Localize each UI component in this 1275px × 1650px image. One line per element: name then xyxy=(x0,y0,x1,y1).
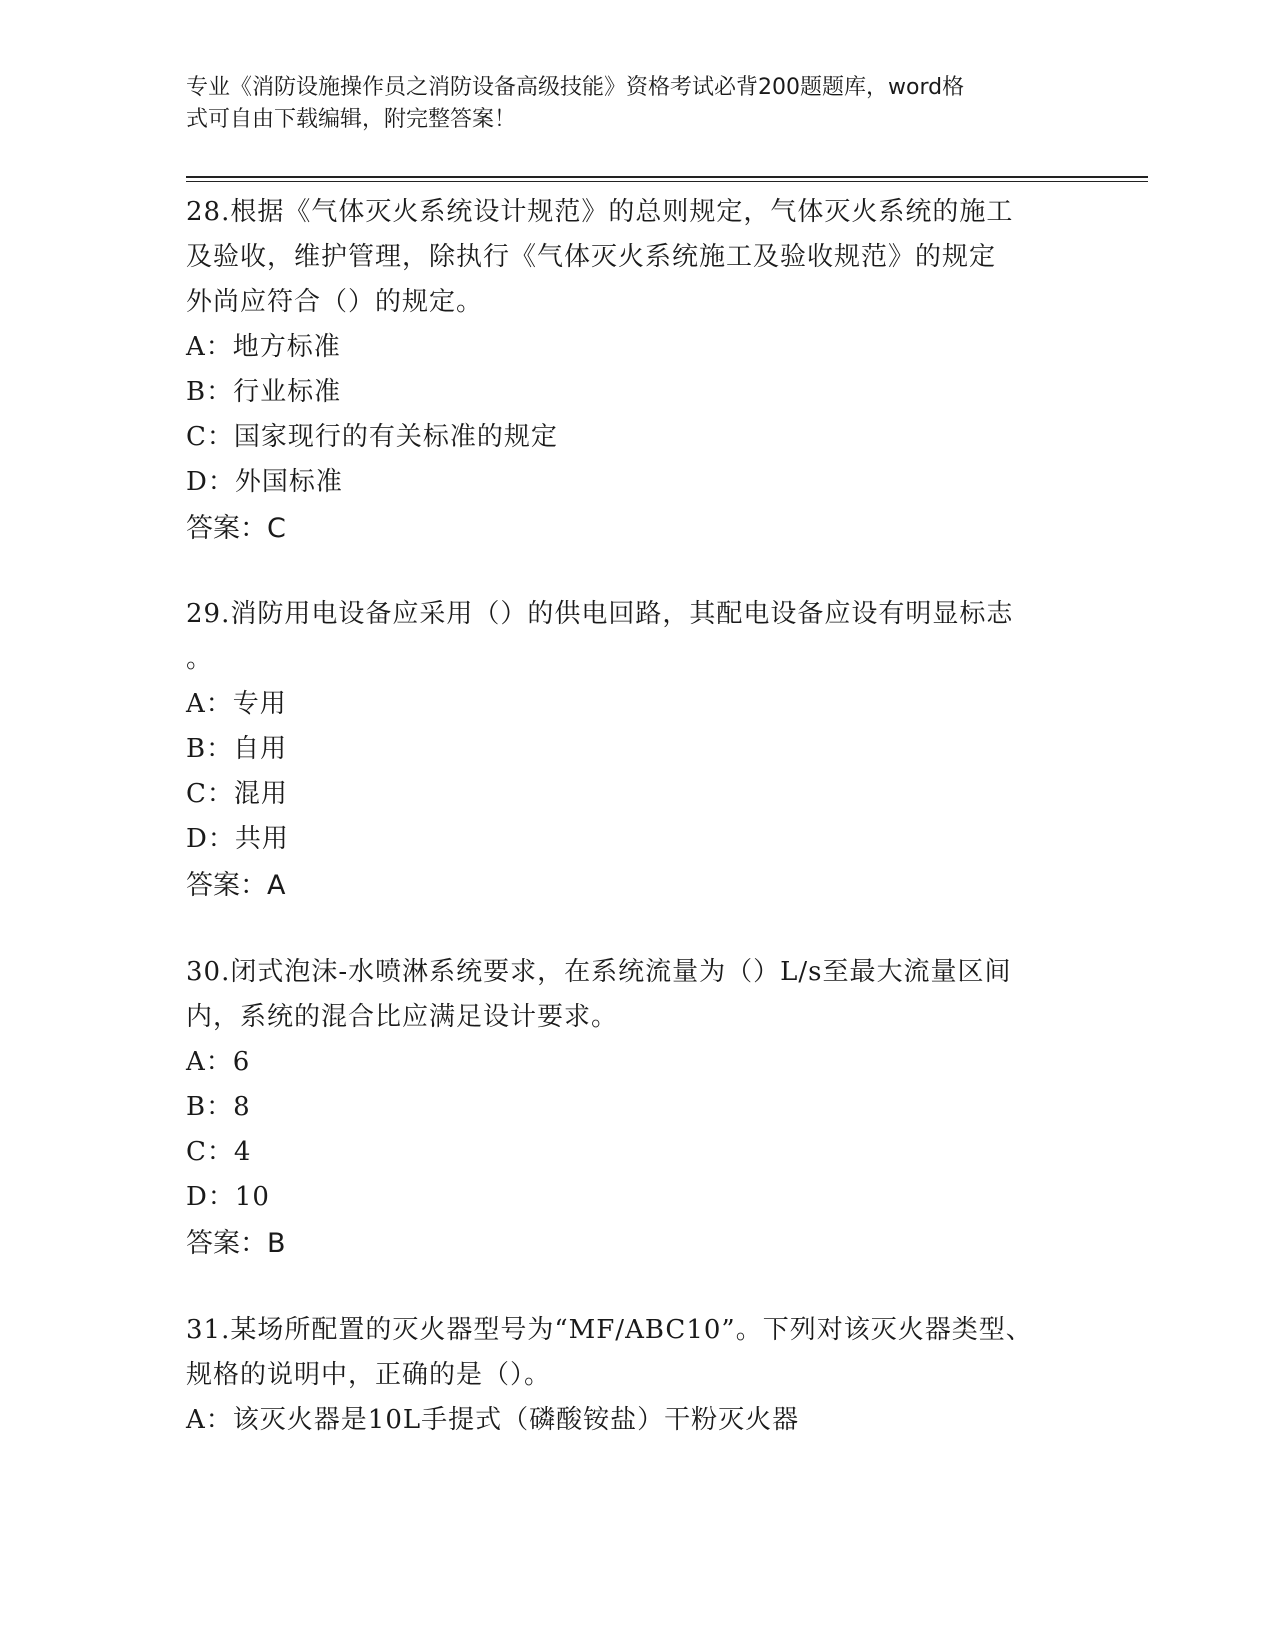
option-c: C：4 xyxy=(186,1137,252,1167)
question-text xyxy=(186,1308,1086,1398)
option-b: B：8 xyxy=(186,1092,251,1122)
question-text xyxy=(186,592,1086,682)
question-29 xyxy=(186,592,1086,908)
option-c: C：国家现行的有关标准的规定 xyxy=(186,422,558,452)
header-line-2: 式可自由下载编辑，附完整答案！ xyxy=(186,107,517,132)
question-line: 外尚应符合（）的规定。 xyxy=(186,287,484,317)
option-c: C：混用 xyxy=(186,779,288,809)
question-30 xyxy=(186,950,1086,1266)
option-a: A：专用 xyxy=(186,689,287,719)
question-line: 30.闭式泡沫-水喷淋系统要求，在系统流量为（）L/s至最大流量区间 xyxy=(186,957,1012,987)
question-line: 28.根据《气体灭火系统设计规范》的总则规定，气体灭火系统的施工 xyxy=(186,197,1014,227)
option-d: D：10 xyxy=(186,1182,270,1212)
question-line: 内，系统的混合比应满足设计要求。 xyxy=(186,1002,619,1032)
option-a: A：该灭火器是10L手提式（磷酸铵盐）干粉灭火器 xyxy=(186,1405,800,1435)
header-line-1: 专业《消防设施操作员之消防设备高级技能》资格考试必背200题题库，word格 xyxy=(186,75,965,100)
option-a: A：6 xyxy=(186,1047,251,1077)
document-header xyxy=(186,72,1066,136)
question-31 xyxy=(186,1308,1086,1443)
option-b: B：自用 xyxy=(186,734,288,764)
question-28 xyxy=(186,190,1086,551)
option-a: A：地方标准 xyxy=(186,332,341,362)
question-text xyxy=(186,950,1086,1040)
question-line: 及验收，维护管理，除执行《气体灭火系统施工及验收规范》的规定 xyxy=(186,242,997,272)
header-rule-thin xyxy=(186,181,1148,182)
question-line: 31.某场所配置的灭火器型号为“MF/ABC10”。下列对该灭火器类型、 xyxy=(186,1315,1033,1345)
answer-line: 答案：C xyxy=(186,513,286,544)
header-rule-thick xyxy=(186,176,1148,178)
option-b: B：行业标准 xyxy=(186,377,342,407)
answer-line: 答案：B xyxy=(186,1228,286,1259)
question-line: 29.消防用电设备应采用（）的供电回路，其配电设备应设有明显标志 xyxy=(186,599,1014,629)
question-line: 规格的说明中，正确的是（）。 xyxy=(186,1360,552,1390)
option-d: D：外国标准 xyxy=(186,467,343,497)
option-d: D：共用 xyxy=(186,824,289,854)
answer-line: 答案：A xyxy=(186,870,286,901)
question-line: 。 xyxy=(186,644,214,674)
question-text xyxy=(186,190,1086,325)
